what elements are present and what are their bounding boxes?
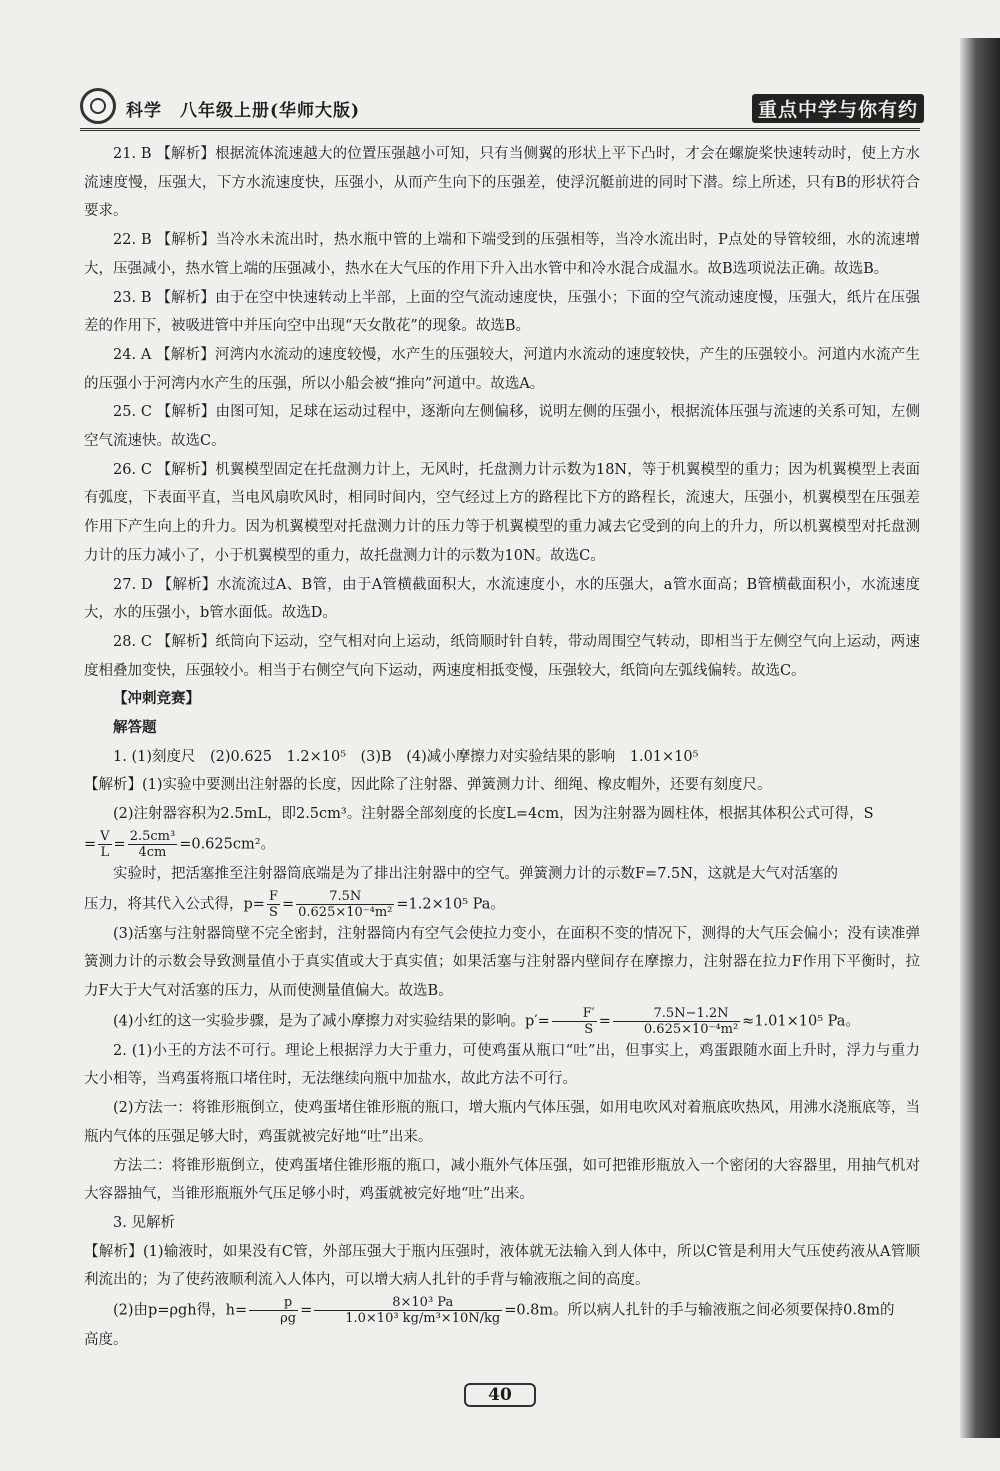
formula-corrected-pressure: (4)小红的这一实验步骤，是为了减小摩擦力对实验结果的影响。p′= $\frac{F'}{S}$ = $\frac{7.5N-1.2N}{\text{0.625×10⁻⁴m²}}$ ≈1.01×10⁵ Pa。 [113,1005,860,1037]
paragraph-a2c: 方法二：将锥形瓶倒立，使鸡蛋堵住锥形瓶的瓶口，减小瓶外气体压强，如可把锥形瓶放入一个密闭的大容器里，用抽气机对大容器抽气，当锥形瓶瓶外气压足够小时，鸡蛋就被完好地“吐”出来。 [84,1157,920,1203]
header-grade: 八年级上册(华师大版) [180,101,361,121]
paragraph-a2b: (2)方法一：将锥形瓶倒立，使鸡蛋堵住锥形瓶的瓶口，增大瓶内气体压强，如用电吹风对着瓶底吹热风，用沸水浇瓶底等，当瓶内气体的压强足够大时，鸡蛋就被完好地“吐”出来。 [84,1100,920,1145]
paragraph-end: 高度。 [84,1332,128,1349]
fraction-p-rho-g: $\frac{p}{\rho g}$ [249,1295,298,1326]
page-number: 40 [464,1383,536,1407]
header-subject: 科学 [126,101,162,121]
paragraph-group-5 [84,1326,920,1355]
paragraph-p1: 实验时，把活塞推至注射器筒底端是为了排出注射器中的空气。弹簧测力计的示数F=7.5N，这就是大气对活塞的 [113,865,838,882]
paragraph-a1j2: (2)注射器容积为2.5mL，即2.5cm³。注射器全部刻度的长度L=4cm，因为注射器为圆柱体，根据其体积公式可得，S [113,806,874,823]
fraction-v-l: $\frac{V}{L}$ [100,828,110,860]
paragraph-q23: 23. B 【解析】由于在空中快速转动上半部，上面的空气流动速度快，压强小；下面的空气流动速度慢，压强大，纸片在压强差的作用下，被吸进管中并压向空中出现“天女散花”的现象。故选B。 [84,289,920,335]
paragraph-p3: (3)活塞与注射器筒壁不完全密封，注射器筒内有空气会使拉力变小，在面积不变的情况下，测得的大气压会偏小；没有读准弹簧测力计的示数会导致测量值小于真实值或大于真实值；如果活塞与注射器内壁间存在摩擦力，注射器在拉力F作用下平衡时，拉力F大于大气对活塞的压力，从而使测量值偏大。故选B。 [84,925,920,999]
paragraph-group-2 [84,860,920,889]
paragraph-q27: 27. D 【解析】水流流过A、B管，由于A管横截面积大，水流速度小，水的压强大，a管水面高；B管横截面积小，水流速度大，水的压强小，b管水面低。故选D。 [84,576,920,622]
header-title [126,96,378,121]
fraction-force-area: $\frac{7.5N}{\text{0.625×10⁻⁴m²}}$ [298,888,393,920]
fraction-height-calc: $\frac{\text{8×10³ Pa}}{\text{1.0×10³ kg/m³×10N/kg}}$ [314,1295,502,1326]
paragraph-group-3 [84,920,920,1006]
header-rule [80,128,920,131]
paragraph-a3j: 【解析】(1)输液时，如果没有C管，外部压强大于瓶内压强时，液体就无法输入到人体中，所以C管是利用大气压使药液从A管顺利流出的；为了使药液顺利流入人体内，可以增大病人扎针的手背与输液瓶之间的高度。 [84,1243,920,1289]
fraction-volume-length: $\frac{\text{2.5cm³}}{4cm}$ [129,828,176,860]
fraction-net-force-area: $\frac{7.5N-1.2N}{\text{0.625×10⁻⁴m²}}$ [613,1006,740,1037]
paragraph-q28: 28. C 【解析】纸筒向下运动，空气相对向上运动，纸筒顺时针自转，带动周围空气转动，即相当于左侧空气向上运动，两速度相叠加变快，压强较小。相当于右侧空气向下运动，两速度相抵变慢，压强较大，纸筒向左弧线偏转。故选C。 [84,633,920,679]
paragraph-a3: 3. 见解析 [113,1214,175,1231]
answer-content [84,140,920,1355]
formula-height: (2)由p=ρgh得，h= $\frac{p}{\rho g}$ = $\frac{\text{8×10³ Pa}}{\text{1.0×10³ kg/m³×10N/kg}}$ =0.8m。所以病人扎针的手与输液瓶之间必须要保持0.8m的 [113,1295,895,1327]
paragraph-q25: 25. C 【解析】由图可知，足球在运动过程中，逐渐向左侧偏移，说明左侧的压强小，根据流体压强与流速的关系可知，左侧空气流速快。故选C。 [84,404,920,450]
paragraph-sec: 【冲刺竞赛】 [113,690,200,708]
fraction-f-s: $\frac{F}{S}$ [268,888,278,920]
paragraph-q24: 24. A 【解析】河湾内水流动的速度较慢，水产生的压强较大，河道内水流动的速度较快，产生的压强较小。河道内水流产生的压强小于河湾内水产生的压强，所以小船会被“推向”河道中。故选A。 [84,346,920,392]
paragraph-a2: 2. (1)小王的方法不可行。理论上根据浮力大于重力，可使鸡蛋从瓶口“吐”出，但事实上，鸡蛋跟随水面上升时，浮力与重力大小相等，当鸡蛋将瓶口堵住时，无法继续向瓶中加盐水，故此方法不可行。 [84,1042,920,1088]
paragraph-group-4 [84,1037,920,1295]
paragraph-q26: 26. C 【解析】机翼模型固定在托盘测力计上，无风时，托盘测力计示数为18N，等于机翼模型的重力；因为机翼模型上表面有弧度，下表面平直，当电风扇吹风时，相同时间内，空气经过上方的路程比下方的路程长，流速大，压强小，机翼模型在压强差作用下产生向上的升力。因为机翼模型对托盘测力计的压力等于机翼模型的重力减去它受到的向上的升力，所以机翼模型对托盘测力计的压力减小了，小于机翼模型的重力，故托盘测力计的示数为10N。故选C。 [84,461,920,564]
formula-pressure: 压力，将其代入公式得，p= $\frac{F}{S}$ = $\frac{7.5N}{\text{0.625×10⁻⁴m²}}$ =1.2×10⁵ Pa。 [84,888,505,920]
paragraph-q22: 22. B 【解析】当冷水未流出时，热水瓶中管的上端和下端受到的压强相等，当冷水流出时，P点处的导管较细，水的流速增大，压强减小，热水管上端的压强减小，热水在大气压的作用下升入出水管中和冷水混合成温水。故B选项说法正确。故选B。 [84,232,920,277]
paragraph-q21: 21. B 【解析】根据流体流速越大的位置压强越小可知，只有当侧翼的形状上平下凸时，才会在螺旋桨快速转动时，使上方水流速度慢，压强大，下方水流速度快，压强小，从而产生向下的压强差，使浮沉艇前进的同时下潜。综上所述，只有B的形状符合要求。 [84,146,920,220]
page-header [80,88,920,134]
paragraph-a1: 1. (1)刻度尺 (2)0.625 1.2×10⁵ (3)B (4)减小摩擦力对实验结果的影响 1.01×10⁵ [113,748,699,765]
paragraph-sub: 解答题 [113,719,157,737]
formula-area: = $\frac{V}{L}$ = $\frac{\text{2.5cm³}}{4cm}$ =0.625cm²。 [84,828,276,860]
page-number-footer [440,1378,560,1412]
page-binding-edge [960,38,1000,1438]
paragraph-group-1 [84,140,920,829]
school-logo-icon [80,88,116,124]
fraction-f-prime-s: $\frac{F'}{S}$ [552,1006,597,1037]
paragraph-a1j1: 【解析】(1)实验中要测出注射器的长度，因此除了注射器、弹簧测力计、细绳、橡皮帽外，还要有刻度尺。 [84,777,772,794]
header-series: 重点中学与你有约 [752,94,924,123]
